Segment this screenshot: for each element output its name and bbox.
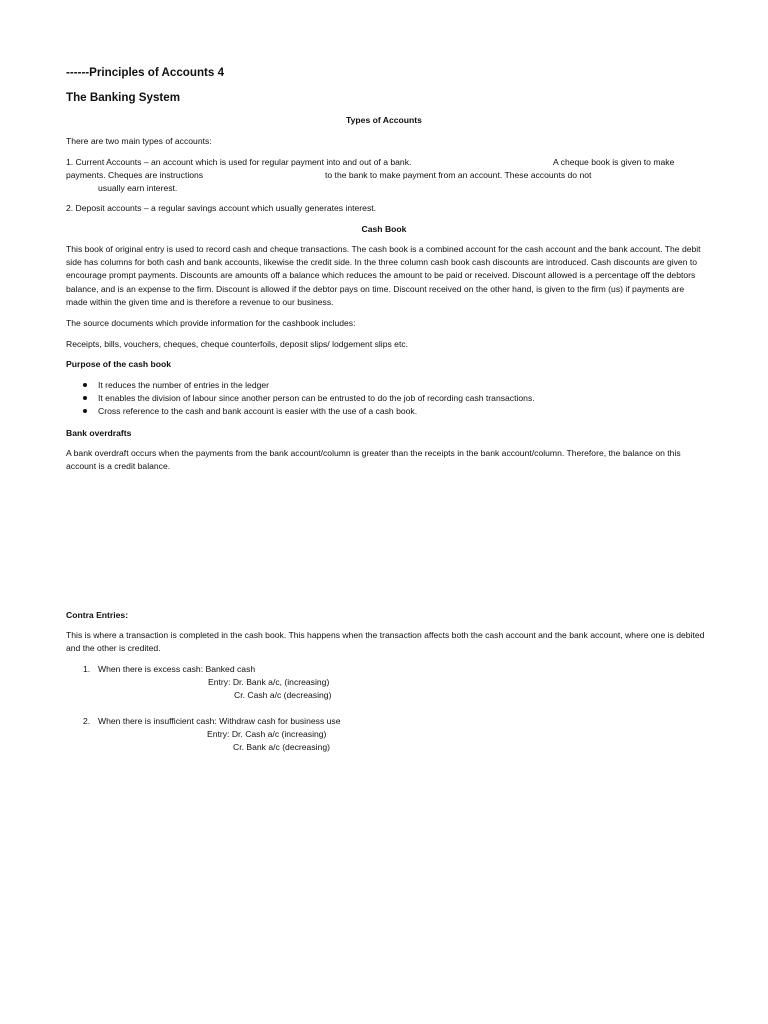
current-accounts-line-1b: A cheque book is given to make [553, 157, 675, 167]
bullet-icon [83, 396, 87, 400]
bullet-icon [83, 383, 87, 387]
contra-item-1-number: 1. [83, 664, 91, 674]
heading-purpose-of-cash-book: Purpose of the cash book [66, 359, 172, 369]
document-title: ------Principles of Accounts 4 [66, 66, 225, 79]
contra-item-2-number: 2. [83, 716, 91, 726]
current-accounts-line-2b: to the bank to make payment from an account. These accounts do not [325, 170, 592, 180]
current-accounts-line-2a: payments. Cheques are instructions [66, 170, 204, 180]
list-item: It reduces the number of entries in the ledger [98, 380, 270, 390]
list-item: It enables the division of labour since another person can be entrusted to do the job of recording cash transactions. [98, 393, 535, 403]
contra-item-2-entry-cr: Cr. Bank a/c (decreasing) [233, 742, 330, 752]
contra-entries-paragraph: This is where a transaction is completed in the cash book. This happens when the transaction affects both the cash account and the bank account, where one is debited and the other is credited. [66, 630, 705, 654]
heading-cash-book: Cash Book [361, 224, 407, 234]
contra-item-1-entry-dr: Entry: Dr. Bank a/c, (increasing) [208, 677, 330, 687]
contra-item-1-entry-cr: Cr. Cash a/c (decreasing) [234, 690, 332, 700]
heading-types-of-accounts: Types of Accounts [346, 115, 422, 125]
deposit-accounts: 2. Deposit accounts – a regular savings account which usually generates interest. [66, 203, 377, 213]
contra-item-2-text: When there is insufficient cash: Withdraw cash for business use [98, 716, 341, 726]
bullet-icon [83, 409, 87, 413]
contra-item-1-text: When there is excess cash: Banked cash [98, 664, 256, 674]
current-accounts-line-1a: 1. Current Accounts – an account which is used for regular payment into and out of a bank. [66, 157, 412, 167]
cash-book-paragraph: This book of original entry is used to record cash and cheque transactions. The cash book is a combined account for the cash account and the bank account. The debit side has columns for both cash and bank accounts, likewise the credit side. In the three column cash book cash discounts are introduced. Cash discounts are given to encourage prompt payments. Discounts are amounts off a balance which reduces the amount to be paid or received. Discount allowed is a percentage off the debtors balance, and is an expense to the firm. Discount is allowed if the debtor pays on time. Discount received on the other hand, is given to the firm (us) if payments are made within the given time and is therefore a revenue to our business. [66, 244, 701, 307]
bank-overdraft-paragraph: A bank overdraft occurs when the payments from the bank account/column is greater than the receipts in the bank account/column. Therefore, the balance on this account is a credit balance. [66, 448, 681, 472]
source-documents-intro: The source documents which provide information for the cashbook includes: [66, 318, 356, 328]
section-title-banking-system: The Banking System [66, 91, 181, 104]
types-intro: There are two main types of accounts: [66, 136, 212, 146]
contra-item-2-entry-dr: Entry: Dr. Cash a/c (increasing) [207, 729, 327, 739]
heading-bank-overdrafts: Bank overdrafts [66, 428, 132, 438]
current-accounts-line-3: usually earn interest. [98, 183, 178, 193]
heading-contra-entries: Contra Entries: [66, 610, 129, 620]
list-item: Cross reference to the cash and bank account is easier with the use of a cash book. [98, 406, 418, 416]
source-documents-list: Receipts, bills, vouchers, cheques, cheque counterfoils, deposit slips/ lodgement slips etc. [66, 339, 409, 349]
